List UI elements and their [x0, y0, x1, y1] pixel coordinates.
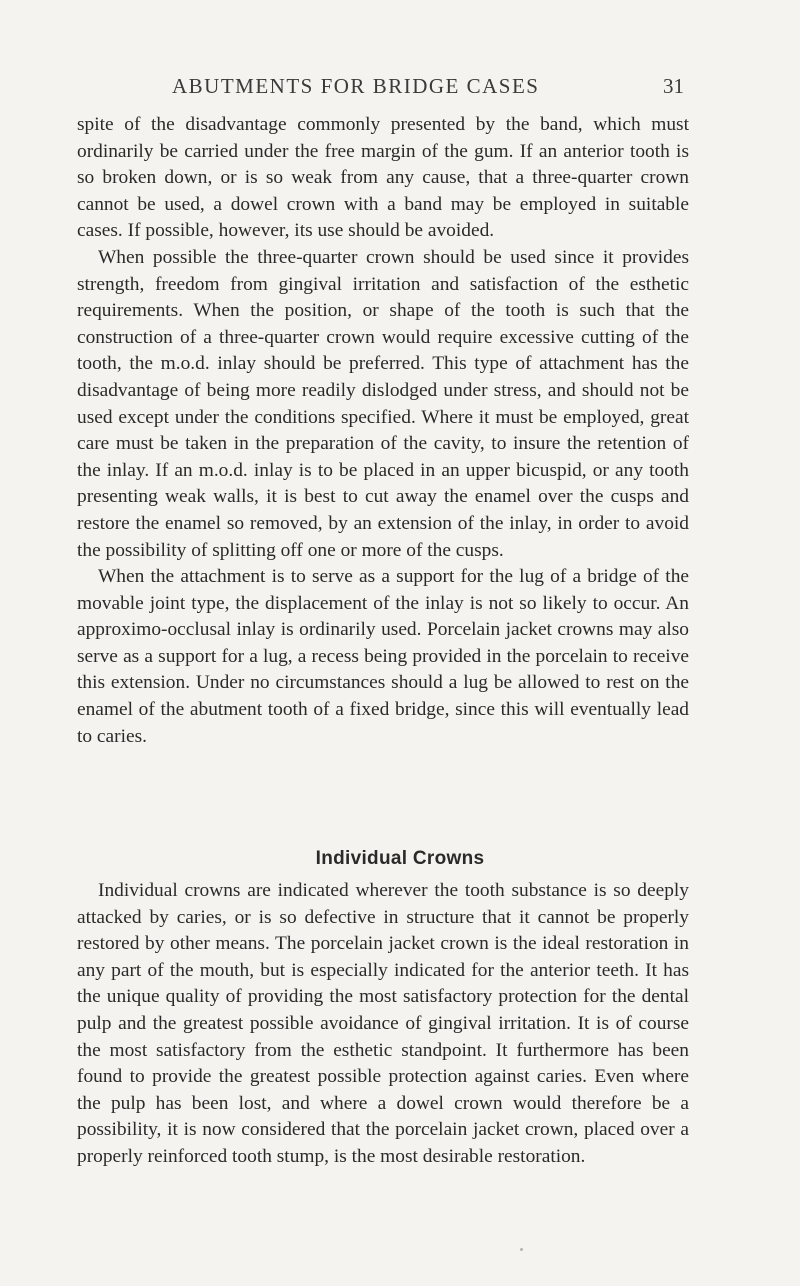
paragraph: spite of the disadvantage commonly presented by the band, which must ordinarily be carried under the free margin of the gum. If an anterior tooth is so broken down, or is so weak from any cause, that a three-quarter crown cannot be used, a dowel crown with a band may be employed in suitable cases. If possible, however, its use should be avoided. — [77, 114, 689, 242]
paragraph: When possible the three-quarter crown should be used since it provides strength, freedom from gingival irritation and satisfaction of the esthetic requirements. When the position, or shape of the tooth is such that the construction of a three-quarter crown would require excessive cutting of the tooth, the m.o.d. inlay should be preferred. This type of attachment has the disadvantage of being more readily dislodged under stress, and should not be used except under the conditions specified. Where it must be employed, great care must be taken in the preparation of the cavity, to insure the retention of the inlay. If an m.o.d. inlay is to be placed in an upper bicuspid, or any tooth presenting weak walls, it is best to cut away the enamel over the cusps and restore the enamel so removed, by an extension of the inlay, in order to avoid the possibility of splitting off one or more of the cusps. — [77, 246, 689, 561]
body-text-section-1 — [77, 112, 689, 750]
paper-speck — [520, 1248, 523, 1251]
running-title: ABUTMENTS FOR BRIDGE CASES — [172, 74, 540, 98]
page-number: 31 — [663, 74, 684, 98]
paragraph: When the attachment is to serve as a support for the lug of a bridge of the movable joint type, the displacement of the inlay is not so likely to occur. An approximo-occlusal inlay is ordinarily used. Porcelain jacket crowns may also serve as a support for a lug, a recess being provided in the porcelain to receive this extension. Under no circumstances should a lug be allowed to rest on the enamel of the abutment tooth of a fixed bridge, since this will eventually lead to caries. — [77, 566, 689, 747]
body-text-section-2 — [77, 878, 689, 1171]
section-heading: Individual Crowns — [315, 848, 485, 869]
paragraph: Individual crowns are indicated wherever the tooth substance is so deeply attacked by caries, or is so defective in structure that it cannot be properly restored by other means. The porcelain jacket crown is the ideal restoration in any part of the mouth, but is especially indicated for the anterior teeth. It has the unique quality of providing the most satisfactory protection for the dental pulp and the greatest possible avoidance of gingival irritation. It is of course the most satisfactory from the esthetic standpoint. It furthermore has been found to provide the greatest possible protection against caries. Even where the pulp has been lost, and where a dowel crown would therefore be a possibility, it is now considered that the porcelain jacket crown, placed over a properly reinforced tooth stump, is the most desirable restoration. — [77, 880, 689, 1167]
